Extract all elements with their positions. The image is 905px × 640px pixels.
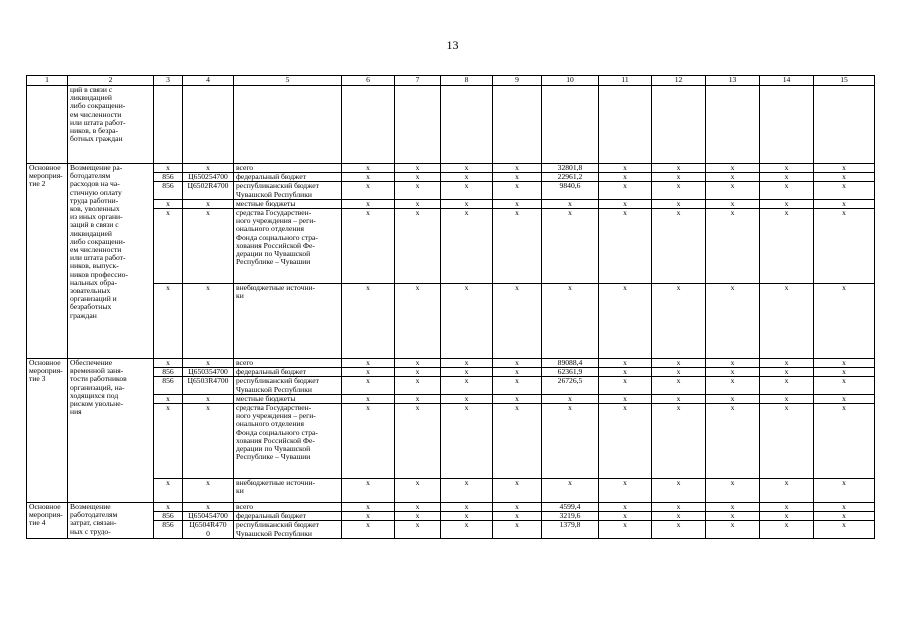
cell-value: х xyxy=(342,503,395,512)
kbk-code: х xyxy=(183,284,234,359)
cell-value: х xyxy=(652,368,706,377)
cell-value: х xyxy=(493,284,542,359)
cell-value: х xyxy=(706,368,760,377)
table-row xyxy=(27,182,875,199)
table-row xyxy=(27,377,875,394)
cell-value: х xyxy=(814,209,875,284)
cell-value: х xyxy=(760,199,814,208)
cell-value: х xyxy=(706,209,760,284)
cell-value: х xyxy=(599,359,652,368)
cell-value: х xyxy=(493,394,542,403)
cell-value: х xyxy=(395,359,441,368)
cell-value: х xyxy=(493,164,542,173)
cell-value: х xyxy=(441,199,493,208)
cell xyxy=(814,86,875,164)
cell-value: х xyxy=(706,359,760,368)
cell-value: х xyxy=(395,479,441,503)
cell-value: х xyxy=(760,512,814,521)
cell-value: х xyxy=(652,512,706,521)
table-row xyxy=(27,503,875,512)
cell-value: х xyxy=(706,394,760,403)
cell-value: х xyxy=(395,164,441,173)
cell-value: х xyxy=(652,521,706,538)
cell-amount: 32801,8 xyxy=(542,164,599,173)
cell-value: х xyxy=(342,164,395,173)
funding-source: средства Государствен- ного учреждения – реги- онального отделения Фонда социального стра- хования Российской Фе- дерации по Чувашской Республике – Чувашии xyxy=(234,209,342,284)
continuation-row xyxy=(27,86,875,164)
cell-value: х xyxy=(441,394,493,403)
budget-table xyxy=(26,75,875,539)
table-row xyxy=(27,512,875,521)
kbk-code: Ц6503R4700 xyxy=(183,377,234,394)
cell-value: х xyxy=(760,182,814,199)
cell-value: х xyxy=(441,164,493,173)
col-header: 7 xyxy=(395,76,441,86)
cell-value: х xyxy=(652,479,706,503)
funding-source: республиканский бюджет Чувашской Республики xyxy=(234,182,342,199)
cell-value: х xyxy=(760,377,814,394)
cell-value: х xyxy=(395,182,441,199)
cell-value: х xyxy=(706,164,760,173)
cell-value: х xyxy=(342,199,395,208)
table-row xyxy=(27,479,875,503)
cell-value: х xyxy=(652,359,706,368)
cell-value: х xyxy=(599,394,652,403)
cell-value: х xyxy=(395,284,441,359)
grbs-code: 856 xyxy=(154,182,183,199)
cell-value: х xyxy=(599,199,652,208)
cell-value: х xyxy=(814,182,875,199)
event-name: ций в связи с ликвидацией либо сокращени- ем численности или штата работ- ников, в безра- ботных граждан xyxy=(68,86,154,164)
cell-amount: 62361,9 xyxy=(542,368,599,377)
cell-value: х xyxy=(760,503,814,512)
cell-value: х xyxy=(652,377,706,394)
cell-value: х xyxy=(814,284,875,359)
cell-value: х xyxy=(652,404,706,479)
cell-value: х xyxy=(706,512,760,521)
cell xyxy=(395,86,441,164)
cell-amount: х xyxy=(542,199,599,208)
event-label: Основное мероприя- тие 2 xyxy=(27,164,68,359)
cell-amount: 4599,4 xyxy=(542,503,599,512)
cell-value: х xyxy=(652,503,706,512)
cell-amount: х xyxy=(542,479,599,503)
table-row xyxy=(27,284,875,359)
event-label: Основное мероприя- тие 4 xyxy=(27,503,68,539)
cell xyxy=(652,86,706,164)
cell-value: х xyxy=(493,173,542,182)
table-row xyxy=(27,164,875,173)
kbk-code: Ц650254700 xyxy=(183,173,234,182)
cell-value: х xyxy=(760,164,814,173)
page-number: 13 xyxy=(446,38,459,52)
cell-value: х xyxy=(706,199,760,208)
col-header: 13 xyxy=(706,76,760,86)
grbs-code: 856 xyxy=(154,173,183,182)
header-row xyxy=(27,76,875,86)
funding-source: республиканский бюджет Чувашской Республики xyxy=(234,521,342,538)
cell-value: х xyxy=(342,377,395,394)
cell-value: х xyxy=(599,368,652,377)
kbk-code: х xyxy=(183,503,234,512)
cell-value: х xyxy=(652,209,706,284)
grbs-code: 856 xyxy=(154,368,183,377)
event-name: Возмещение работодателям затрат, связан- ных с трудо- xyxy=(68,503,154,539)
cell-value: х xyxy=(441,284,493,359)
event-name: Возмещение ра- ботодателям расходов на ча- стичную оплату труда работни- ков, уволенных из иных органи- заций в связи с ликвидацией либо сокращени- ем численности или штата работ- ников, выпуск- ников профессио- нальных обра- зовательных организаций и безработных граждан xyxy=(68,164,154,359)
cell-value: х xyxy=(395,503,441,512)
grbs-code: х xyxy=(154,284,183,359)
funding-source: федеральный бюджет xyxy=(234,173,342,182)
grbs-code: х xyxy=(154,209,183,284)
cell xyxy=(542,86,599,164)
cell-value: х xyxy=(493,377,542,394)
cell-value: х xyxy=(342,359,395,368)
cell-value: х xyxy=(706,182,760,199)
kbk-code: х xyxy=(183,404,234,479)
cell-value: х xyxy=(342,368,395,377)
col-header: 11 xyxy=(599,76,652,86)
table-row xyxy=(27,209,875,284)
cell-value: х xyxy=(342,521,395,538)
cell-amount: х xyxy=(542,209,599,284)
cell-value: х xyxy=(395,512,441,521)
cell-value: х xyxy=(814,404,875,479)
event-name: Обеспечение временной заня- тости работников организаций, на- ходящихся под риском увольне- ния xyxy=(68,359,154,503)
cell-value: х xyxy=(599,404,652,479)
cell-value: х xyxy=(493,199,542,208)
cell-value: х xyxy=(441,377,493,394)
cell-value: х xyxy=(760,359,814,368)
col-header: 4 xyxy=(183,76,234,86)
cell xyxy=(760,86,814,164)
cell-value: х xyxy=(706,377,760,394)
cell-value: х xyxy=(652,394,706,403)
cell-value: х xyxy=(599,503,652,512)
kbk-code: х xyxy=(183,394,234,403)
cell-value: х xyxy=(599,209,652,284)
col-header: 8 xyxy=(441,76,493,86)
cell-value: х xyxy=(342,404,395,479)
kbk-code: х xyxy=(183,199,234,208)
cell-value: х xyxy=(814,503,875,512)
cell-value: х xyxy=(395,404,441,479)
grbs-code: х xyxy=(154,359,183,368)
cell-value: х xyxy=(493,404,542,479)
cell-value: х xyxy=(441,182,493,199)
table-row xyxy=(27,173,875,182)
cell xyxy=(706,86,760,164)
cell-value: х xyxy=(814,164,875,173)
cell xyxy=(154,86,183,164)
cell-value: х xyxy=(706,173,760,182)
cell-value: х xyxy=(652,182,706,199)
table-row xyxy=(27,368,875,377)
cell-value: х xyxy=(599,182,652,199)
kbk-code: х xyxy=(183,209,234,284)
cell xyxy=(27,86,68,164)
cell-value: х xyxy=(760,173,814,182)
cell-value: х xyxy=(395,377,441,394)
cell-value: х xyxy=(706,404,760,479)
funding-source: всего xyxy=(234,164,342,173)
cell-value: х xyxy=(493,503,542,512)
col-header: 9 xyxy=(493,76,542,86)
grbs-code: х xyxy=(154,394,183,403)
grbs-code: х xyxy=(154,404,183,479)
cell-value: х xyxy=(395,521,441,538)
cell-value: х xyxy=(441,359,493,368)
table-row xyxy=(27,404,875,479)
cell-value: х xyxy=(760,404,814,479)
col-header: 10 xyxy=(542,76,599,86)
funding-source: всего xyxy=(234,503,342,512)
table-row xyxy=(27,359,875,368)
cell-value: х xyxy=(493,521,542,538)
cell xyxy=(441,86,493,164)
funding-source: внебюджетные источни- ки xyxy=(234,284,342,359)
table-row xyxy=(27,394,875,403)
cell-value: х xyxy=(599,173,652,182)
cell-value: х xyxy=(493,368,542,377)
cell-value: х xyxy=(706,521,760,538)
grbs-code: 856 xyxy=(154,377,183,394)
cell-value: х xyxy=(599,164,652,173)
cell-value: х xyxy=(599,512,652,521)
cell-value: х xyxy=(493,182,542,199)
cell-value: х xyxy=(760,209,814,284)
cell-value: х xyxy=(814,377,875,394)
cell xyxy=(599,86,652,164)
cell-value: х xyxy=(395,209,441,284)
col-header: 14 xyxy=(760,76,814,86)
cell-value: х xyxy=(814,199,875,208)
cell-value: х xyxy=(342,182,395,199)
cell-value: х xyxy=(652,164,706,173)
table-row xyxy=(27,199,875,208)
kbk-code: х xyxy=(183,479,234,503)
funding-source: местные бюджеты xyxy=(234,394,342,403)
funding-source: федеральный бюджет xyxy=(234,368,342,377)
cell-value: х xyxy=(652,199,706,208)
kbk-code: х xyxy=(183,164,234,173)
cell-value: х xyxy=(652,284,706,359)
cell-value: х xyxy=(441,368,493,377)
cell-value: х xyxy=(493,479,542,503)
funding-source: местные бюджеты xyxy=(234,199,342,208)
kbk-code: Ц6504R470 0 xyxy=(183,521,234,538)
cell-value: х xyxy=(760,394,814,403)
grbs-code: 856 xyxy=(154,512,183,521)
cell-value: х xyxy=(342,209,395,284)
cell-value: х xyxy=(441,209,493,284)
cell-value: х xyxy=(706,503,760,512)
cell-value: х xyxy=(395,394,441,403)
cell-value: х xyxy=(814,173,875,182)
funding-source: средства Государствен- ного учреждения – реги- онального отделения Фонда социального стра- хования Российской Фе- дерации по Чувашской Республике – Чувашии xyxy=(234,404,342,479)
funding-source: внебюджетные источни- ки xyxy=(234,479,342,503)
cell-amount: 89088,4 xyxy=(542,359,599,368)
kbk-code: Ц6502R4700 xyxy=(183,182,234,199)
cell-value: х xyxy=(814,368,875,377)
grbs-code: х xyxy=(154,164,183,173)
cell-value: х xyxy=(493,359,542,368)
grbs-code: х xyxy=(154,479,183,503)
cell-value: х xyxy=(599,479,652,503)
cell xyxy=(493,86,542,164)
cell-value: х xyxy=(760,368,814,377)
cell-value: х xyxy=(760,284,814,359)
cell xyxy=(234,86,342,164)
table-row xyxy=(27,521,875,538)
cell-value: х xyxy=(706,479,760,503)
cell-value: х xyxy=(395,368,441,377)
funding-source: федеральный бюджет xyxy=(234,512,342,521)
cell-amount: 9840,6 xyxy=(542,182,599,199)
cell-value: х xyxy=(814,521,875,538)
grbs-code: 856 xyxy=(154,521,183,538)
cell-value: х xyxy=(395,173,441,182)
cell xyxy=(183,86,234,164)
cell-amount: х xyxy=(542,394,599,403)
cell-value: х xyxy=(652,173,706,182)
cell-value: х xyxy=(441,173,493,182)
cell-value: х xyxy=(493,512,542,521)
cell-value: х xyxy=(342,512,395,521)
cell-value: х xyxy=(599,377,652,394)
grbs-code: х xyxy=(154,503,183,512)
cell-amount: х xyxy=(542,404,599,479)
funding-source: республиканский бюджет Чувашской Республики xyxy=(234,377,342,394)
cell-value: х xyxy=(760,521,814,538)
cell-value: х xyxy=(342,284,395,359)
cell-value: х xyxy=(706,284,760,359)
grbs-code: х xyxy=(154,199,183,208)
cell-value: х xyxy=(599,521,652,538)
cell-value: х xyxy=(395,199,441,208)
cell-amount: х xyxy=(542,284,599,359)
col-header: 6 xyxy=(342,76,395,86)
cell-value: х xyxy=(814,512,875,521)
col-header: 12 xyxy=(652,76,706,86)
cell-value: х xyxy=(441,503,493,512)
cell-value: х xyxy=(493,209,542,284)
cell-value: х xyxy=(342,479,395,503)
cell-value: х xyxy=(814,359,875,368)
cell-value: х xyxy=(814,479,875,503)
cell-value: х xyxy=(760,479,814,503)
kbk-code: Ц650354700 xyxy=(183,368,234,377)
col-header: 3 xyxy=(154,76,183,86)
cell-value: х xyxy=(441,512,493,521)
kbk-code: Ц650454700 xyxy=(183,512,234,521)
kbk-code: х xyxy=(183,359,234,368)
event-label: Основное мероприя- тие 3 xyxy=(27,359,68,503)
cell-value: х xyxy=(441,521,493,538)
col-header: 15 xyxy=(814,76,875,86)
col-header: 2 xyxy=(68,76,154,86)
cell-value: х xyxy=(342,173,395,182)
cell-value: х xyxy=(342,394,395,403)
cell-amount: 22961,2 xyxy=(542,173,599,182)
funding-source: всего xyxy=(234,359,342,368)
cell-value: х xyxy=(441,404,493,479)
col-header: 1 xyxy=(27,76,68,86)
cell-amount: 1379,8 xyxy=(542,521,599,538)
cell-value: х xyxy=(599,284,652,359)
cell-amount: 3219,6 xyxy=(542,512,599,521)
cell-value: х xyxy=(814,394,875,403)
col-header: 5 xyxy=(234,76,342,86)
cell xyxy=(342,86,395,164)
cell-amount: 26726,5 xyxy=(542,377,599,394)
cell-value: х xyxy=(441,479,493,503)
